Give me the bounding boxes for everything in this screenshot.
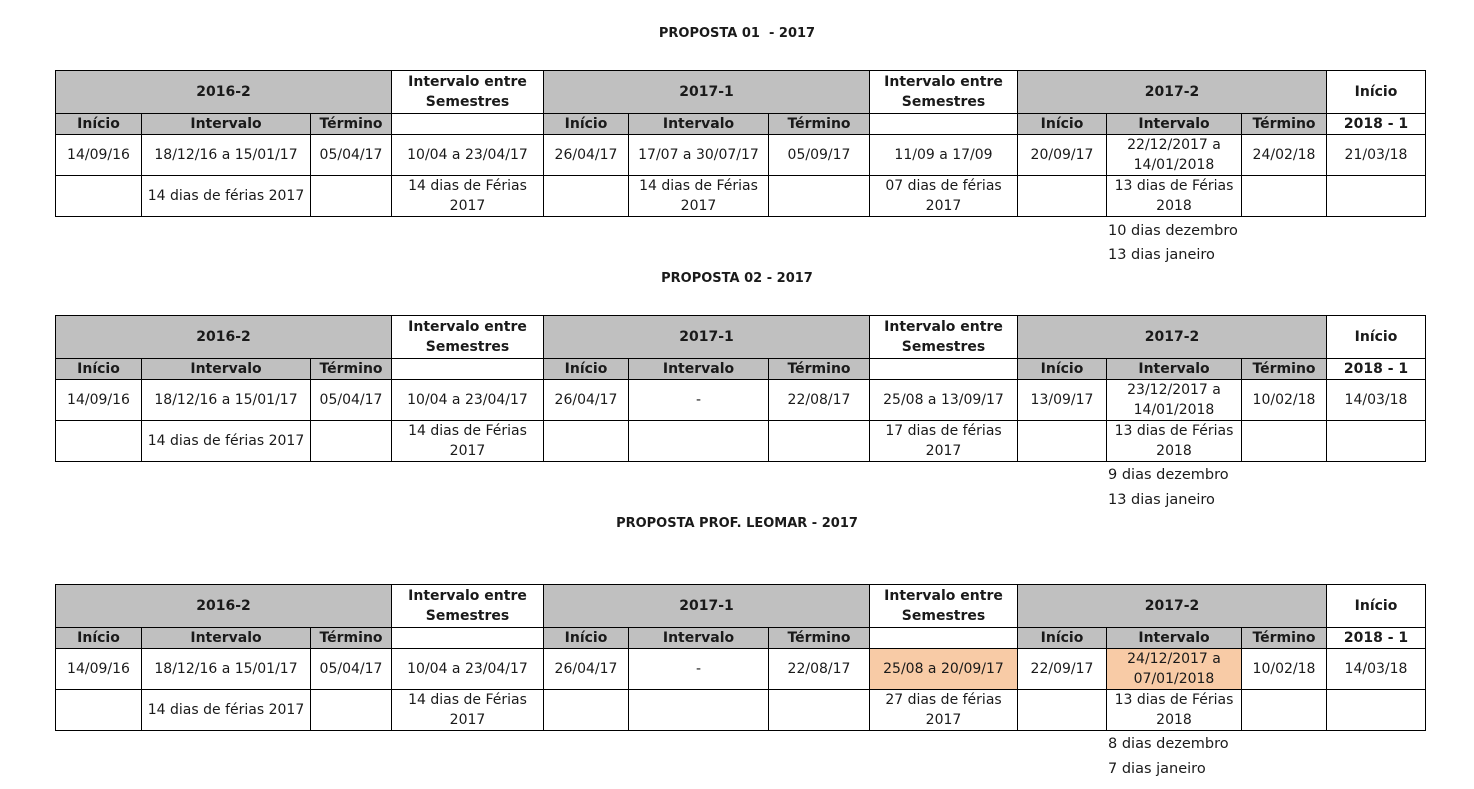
table-cell: 14/09/16 bbox=[56, 649, 142, 690]
column-header-row bbox=[56, 359, 1426, 380]
col-header-termino: Término bbox=[769, 114, 870, 135]
december-days-note: 9 dias dezembro bbox=[1108, 467, 1229, 483]
col-header-termino: Término bbox=[311, 628, 392, 649]
table-cell: 22/08/17 bbox=[769, 649, 870, 690]
table-cell bbox=[56, 176, 142, 217]
col-header-inicio: Início bbox=[1018, 628, 1107, 649]
table-cell bbox=[544, 176, 629, 217]
column-header-row bbox=[56, 114, 1426, 135]
col-header-empty bbox=[870, 114, 1018, 135]
table-cell: 14/03/18 bbox=[1327, 649, 1426, 690]
table-cell: 13 dias de Férias 2018 bbox=[1107, 690, 1242, 731]
table-cell: 22/09/17 bbox=[1018, 649, 1107, 690]
col-header-termino: Término bbox=[769, 359, 870, 380]
table-cell: 07 dias de férias 2017 bbox=[870, 176, 1018, 217]
col-header-termino: Término bbox=[311, 359, 392, 380]
table-cell: 14 dias de Férias 2017 bbox=[392, 421, 544, 462]
interval-between-semesters-header: Intervalo entre Semestres bbox=[392, 585, 544, 628]
january-days-note: 13 dias janeiro bbox=[1108, 492, 1215, 508]
table-cell: 05/04/17 bbox=[311, 649, 392, 690]
col-header-intervalo: Intervalo bbox=[142, 114, 311, 135]
proposal-3-table bbox=[55, 584, 1426, 731]
col-header-empty bbox=[392, 359, 544, 380]
table-cell: 14 dias de férias 2017 bbox=[142, 690, 311, 731]
interval-between-semesters-header: Intervalo entre Semestres bbox=[870, 316, 1018, 359]
semester-2016-2-header: 2016-2 bbox=[56, 585, 392, 628]
semester-2017-2-header: 2017-2 bbox=[1018, 71, 1327, 114]
proposal-2-table bbox=[55, 315, 1426, 462]
column-header-row bbox=[56, 628, 1426, 649]
proposal-2-title: PROPOSTA 02 - 2017 bbox=[661, 271, 813, 286]
table-cell bbox=[1018, 176, 1107, 217]
table-cell: 14 dias de Férias 2017 bbox=[392, 176, 544, 217]
table-cell: 10/02/18 bbox=[1242, 380, 1327, 421]
table-cell: 23/12/2017 a 14/01/2018 bbox=[1107, 380, 1242, 421]
semester-header-row bbox=[56, 316, 1426, 359]
dates-row bbox=[56, 135, 1426, 176]
interval-between-semesters-header: Intervalo entre Semestres bbox=[870, 71, 1018, 114]
table-cell: 18/12/16 a 15/01/17 bbox=[142, 649, 311, 690]
table-cell: 26/04/17 bbox=[544, 135, 629, 176]
col-header-termino: Término bbox=[311, 114, 392, 135]
table-cell bbox=[56, 690, 142, 731]
table-cell bbox=[544, 421, 629, 462]
december-days-note: 8 dias dezembro bbox=[1108, 736, 1229, 752]
table-cell bbox=[311, 690, 392, 731]
table-cell: 27 dias de férias 2017 bbox=[870, 690, 1018, 731]
col-header-empty bbox=[392, 628, 544, 649]
vacation-days-row bbox=[56, 421, 1426, 462]
semester-2017-2-header: 2017-2 bbox=[1018, 585, 1327, 628]
col-header-intervalo: Intervalo bbox=[1107, 114, 1242, 135]
december-days-note: 10 dias dezembro bbox=[1108, 223, 1238, 239]
table-cell: - bbox=[629, 649, 769, 690]
table-cell: 20/09/17 bbox=[1018, 135, 1107, 176]
table-cell bbox=[56, 421, 142, 462]
col-header-inicio: Início bbox=[544, 359, 629, 380]
table-cell: 21/03/18 bbox=[1327, 135, 1426, 176]
table-cell bbox=[1327, 176, 1426, 217]
table-cell: 17 dias de férias 2017 bbox=[870, 421, 1018, 462]
col-header-termino: Término bbox=[1242, 114, 1327, 135]
proposal-1-title: PROPOSTA 01 - 2017 bbox=[658, 26, 816, 41]
table-cell: 05/04/17 bbox=[311, 380, 392, 421]
col-header-inicio: Início bbox=[544, 628, 629, 649]
highlighted-cell: 25/08 a 20/09/17 bbox=[870, 649, 1018, 690]
col-header-intervalo: Intervalo bbox=[629, 114, 769, 135]
table-cell: 13 dias de Férias 2018 bbox=[1107, 421, 1242, 462]
proposal-3-title: PROPOSTA PROF. LEOMAR - 2017 bbox=[616, 516, 858, 531]
vacation-days-row bbox=[56, 176, 1426, 217]
table-cell: - bbox=[629, 380, 769, 421]
table-cell bbox=[311, 421, 392, 462]
table-cell: 14/03/18 bbox=[1327, 380, 1426, 421]
dates-row bbox=[56, 649, 1426, 690]
table-cell: 05/09/17 bbox=[769, 135, 870, 176]
col-header-2018-1: 2018 - 1 bbox=[1327, 114, 1426, 135]
col-header-termino: Término bbox=[1242, 628, 1327, 649]
proposal-1-table bbox=[55, 70, 1426, 217]
table-cell: 18/12/16 a 15/01/17 bbox=[142, 135, 311, 176]
table-cell bbox=[629, 421, 769, 462]
start-top-header: Início bbox=[1327, 585, 1426, 628]
start-top-header: Início bbox=[1327, 71, 1426, 114]
col-header-intervalo: Intervalo bbox=[142, 359, 311, 380]
table-cell: 26/04/17 bbox=[544, 380, 629, 421]
col-header-inicio: Início bbox=[1018, 359, 1107, 380]
table-cell: 14 dias de férias 2017 bbox=[142, 176, 311, 217]
table-cell bbox=[1327, 421, 1426, 462]
semester-2016-2-header: 2016-2 bbox=[56, 316, 392, 359]
table-cell: 13/09/17 bbox=[1018, 380, 1107, 421]
col-header-inicio: Início bbox=[56, 628, 142, 649]
col-header-inicio: Início bbox=[544, 114, 629, 135]
table-cell: 14 dias de Férias 2017 bbox=[629, 176, 769, 217]
table-cell: 14 dias de férias 2017 bbox=[142, 421, 311, 462]
col-header-intervalo: Intervalo bbox=[1107, 359, 1242, 380]
table-cell: 14/09/16 bbox=[56, 135, 142, 176]
col-header-intervalo: Intervalo bbox=[629, 628, 769, 649]
table-cell: 11/09 a 17/09 bbox=[870, 135, 1018, 176]
interval-between-semesters-header: Intervalo entre Semestres bbox=[392, 71, 544, 114]
table-cell bbox=[544, 690, 629, 731]
table-cell: 17/07 a 30/07/17 bbox=[629, 135, 769, 176]
table-cell: 22/08/17 bbox=[769, 380, 870, 421]
january-days-note: 13 dias janeiro bbox=[1108, 247, 1215, 263]
table-cell bbox=[1242, 176, 1327, 217]
semester-2017-1-header: 2017-1 bbox=[544, 316, 870, 359]
table-cell: 14 dias de Férias 2017 bbox=[392, 690, 544, 731]
table-cell bbox=[1242, 690, 1327, 731]
table-cell: 26/04/17 bbox=[544, 649, 629, 690]
table-cell: 05/04/17 bbox=[311, 135, 392, 176]
table-cell bbox=[769, 421, 870, 462]
table-cell: 10/04 a 23/04/17 bbox=[392, 380, 544, 421]
table-cell bbox=[629, 690, 769, 731]
highlighted-cell: 24/12/2017 a 07/01/2018 bbox=[1107, 649, 1242, 690]
table-cell: 25/08 a 13/09/17 bbox=[870, 380, 1018, 421]
col-header-intervalo: Intervalo bbox=[629, 359, 769, 380]
interval-between-semesters-header: Intervalo entre Semestres bbox=[870, 585, 1018, 628]
table-cell: 24/02/18 bbox=[1242, 135, 1327, 176]
col-header-intervalo: Intervalo bbox=[142, 628, 311, 649]
table-cell: 22/12/2017 a 14/01/2018 bbox=[1107, 135, 1242, 176]
table-cell bbox=[769, 690, 870, 731]
vacation-days-row bbox=[56, 690, 1426, 731]
semester-header-row bbox=[56, 71, 1426, 114]
col-header-termino: Término bbox=[1242, 359, 1327, 380]
col-header-2018-1: 2018 - 1 bbox=[1327, 628, 1426, 649]
col-header-inicio: Início bbox=[56, 359, 142, 380]
semester-2017-1-header: 2017-1 bbox=[544, 585, 870, 628]
col-header-empty bbox=[392, 114, 544, 135]
table-cell: 13 dias de Férias 2018 bbox=[1107, 176, 1242, 217]
interval-between-semesters-header: Intervalo entre Semestres bbox=[392, 316, 544, 359]
col-header-empty bbox=[870, 359, 1018, 380]
table-cell: 10/04 a 23/04/17 bbox=[392, 135, 544, 176]
col-header-empty bbox=[870, 628, 1018, 649]
table-cell: 18/12/16 a 15/01/17 bbox=[142, 380, 311, 421]
january-days-note: 7 dias janeiro bbox=[1108, 761, 1206, 777]
table-cell bbox=[1327, 690, 1426, 731]
col-header-inicio: Início bbox=[56, 114, 142, 135]
semester-header-row bbox=[56, 585, 1426, 628]
table-cell: 10/04 a 23/04/17 bbox=[392, 649, 544, 690]
col-header-termino: Término bbox=[769, 628, 870, 649]
table-cell: 14/09/16 bbox=[56, 380, 142, 421]
table-cell bbox=[1018, 690, 1107, 731]
table-cell bbox=[769, 176, 870, 217]
semester-2017-2-header: 2017-2 bbox=[1018, 316, 1327, 359]
col-header-inicio: Início bbox=[1018, 114, 1107, 135]
table-cell bbox=[1242, 421, 1327, 462]
semester-2017-1-header: 2017-1 bbox=[544, 71, 870, 114]
dates-row bbox=[56, 380, 1426, 421]
col-header-2018-1: 2018 - 1 bbox=[1327, 359, 1426, 380]
semester-2016-2-header: 2016-2 bbox=[56, 71, 392, 114]
table-cell bbox=[1018, 421, 1107, 462]
start-top-header: Início bbox=[1327, 316, 1426, 359]
table-cell: 10/02/18 bbox=[1242, 649, 1327, 690]
table-cell bbox=[311, 176, 392, 217]
col-header-intervalo: Intervalo bbox=[1107, 628, 1242, 649]
